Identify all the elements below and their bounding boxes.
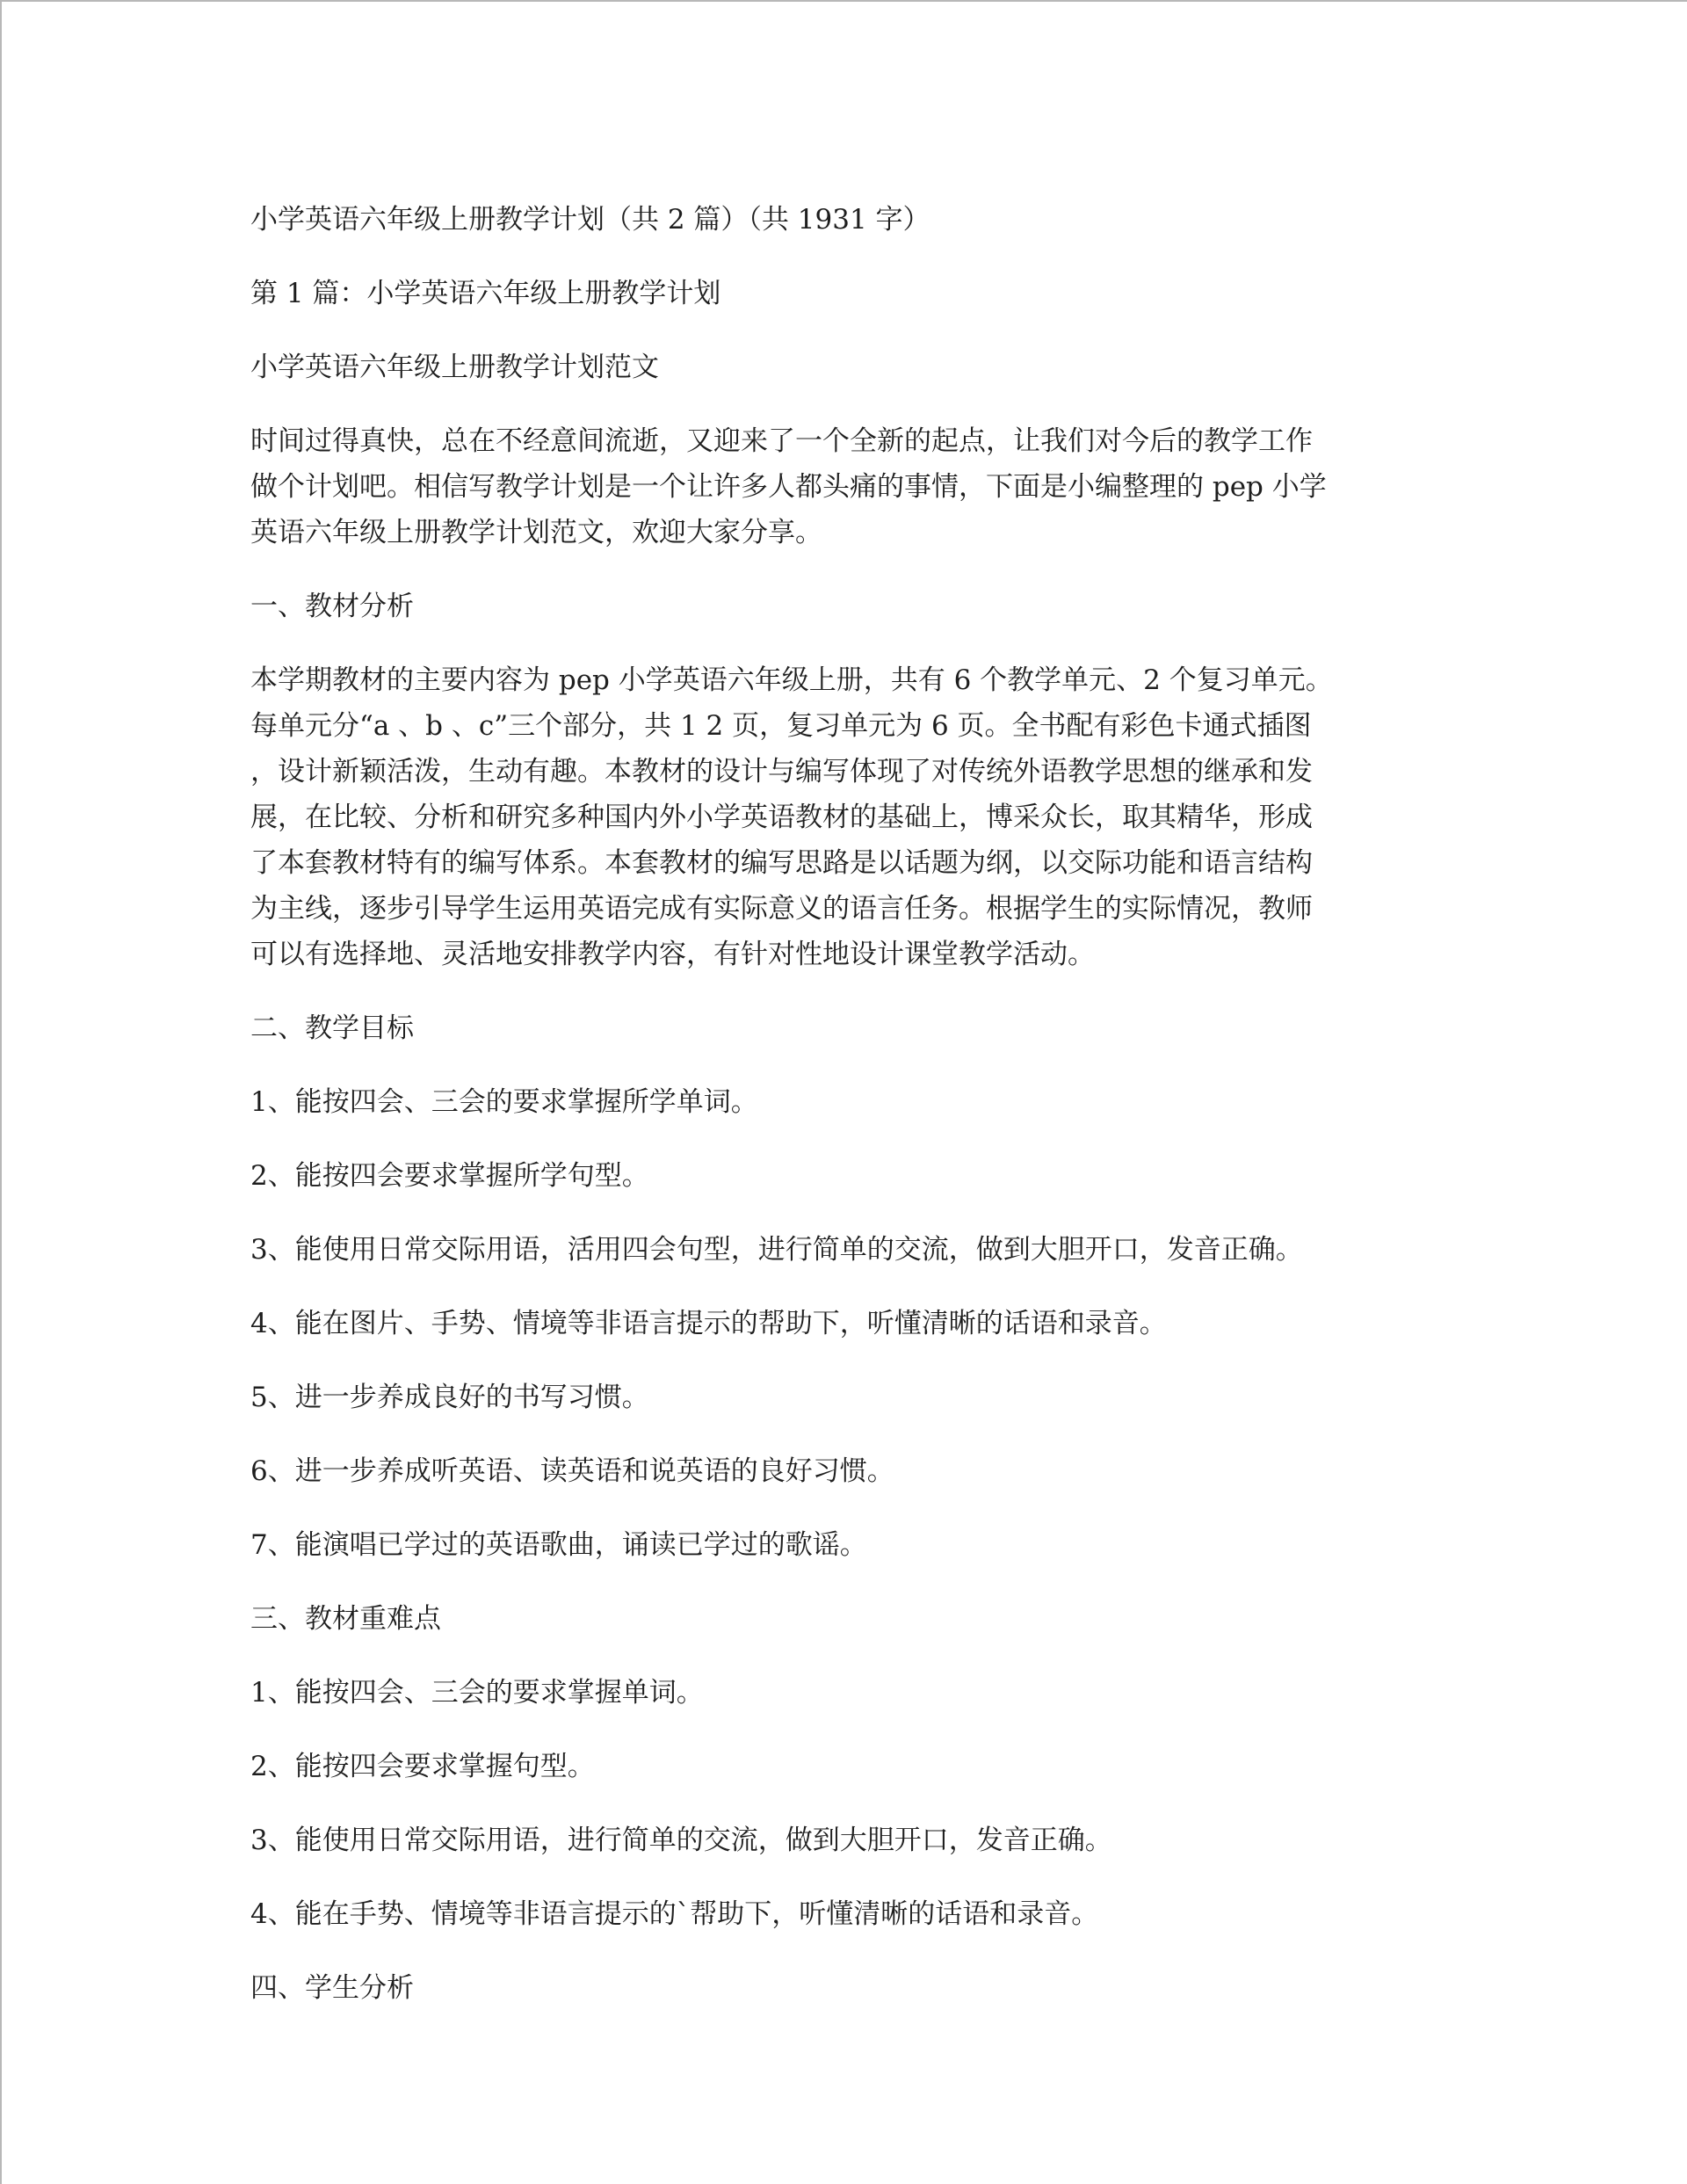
article-heading: 第 1 篇：小学英语六年级上册教学计划 <box>250 278 721 309</box>
key-point-item: 1、能按四会、三会的要求掌握单词。 <box>250 1677 704 1709</box>
materials-line: 可以有选择地、灵活地安排教学内容，有针对性地设计课堂教学活动。 <box>250 939 1095 970</box>
section-heading-goals: 二、教学目标 <box>250 1012 414 1044</box>
key-point-item: 2、能按四会要求掌握句型。 <box>250 1751 595 1782</box>
document-body <box>250 197 1442 2039</box>
materials-line: 了本套教材特有的编写体系。本套教材的编写思路是以话题为纲，以交际功能和语言结构 <box>250 847 1313 879</box>
intro-line: 时间过得真快，总在不经意间流逝，又迎来了一个全新的起点，让我们对今后的教学工作 <box>250 425 1313 457</box>
goal-item: 7、能演唱已学过的英语歌曲，诵读已学过的歌谣。 <box>250 1529 867 1561</box>
materials-line: 为主线，逐步引导学生运用英语完成有实际意义的语言任务。根据学生的实际情况，教师 <box>250 893 1313 925</box>
goal-item: 4、能在图片、手势、情境等非语言提示的帮助下，听懂清晰的话语和录音。 <box>250 1308 1167 1339</box>
intro-line: 做个计划吧。相信写教学计划是一个让许多人都头痛的事情，下面是小编整理的 pep 小学 <box>250 471 1327 503</box>
intro-line: 英语六年级上册教学计划范文，欢迎大家分享。 <box>250 517 822 548</box>
section-heading-materials: 一、教材分析 <box>250 591 414 622</box>
materials-line: 本学期教材的主要内容为 pep 小学英语六年级上册，共有 6 个教学单元、2 个复习单元。 <box>250 664 1333 696</box>
intro-paragraph <box>250 418 1442 555</box>
materials-line: 每单元分“a 、b 、c”三个部分，共 1 2 页，复习单元为 6 页。全书配有彩色卡通式插图 <box>250 710 1312 742</box>
goal-item: 2、能按四会要求掌握所学句型。 <box>250 1160 649 1192</box>
article-subtitle: 小学英语六年级上册教学计划范文 <box>250 352 659 383</box>
materials-line: ，设计新颖活泼，生动有趣。本教材的设计与编写体现了对传统外语教学思想的继承和发 <box>250 756 1313 787</box>
section-heading-students: 四、学生分析 <box>250 1972 414 2004</box>
materials-line: 展，在比较、分析和研究多种国内外小学英语教材的基础上，博采众长，取其精华，形成 <box>250 802 1313 833</box>
goal-item: 5、进一步养成良好的书写习惯。 <box>250 1382 649 1413</box>
goal-item: 3、能使用日常交际用语，活用四会句型，进行简单的交流，做到大胆开口，发音正确。 <box>250 1234 1303 1266</box>
document-title: 小学英语六年级上册教学计划（共 2 篇）（共 1931 字） <box>250 204 930 236</box>
key-point-item: 3、能使用日常交际用语，进行简单的交流，做到大胆开口，发音正确。 <box>250 1825 1112 1856</box>
goal-item: 6、进一步养成听英语、读英语和说英语的良好习惯。 <box>250 1455 894 1487</box>
section-heading-key-points: 三、教材重难点 <box>250 1603 441 1635</box>
goal-item: 1、能按四会、三会的要求掌握所学单词。 <box>250 1086 758 1118</box>
materials-paragraph <box>250 657 1442 977</box>
key-point-item: 4、能在手势、情境等非语言提示的`帮助下，听懂清晰的话语和录音。 <box>250 1898 1099 1930</box>
